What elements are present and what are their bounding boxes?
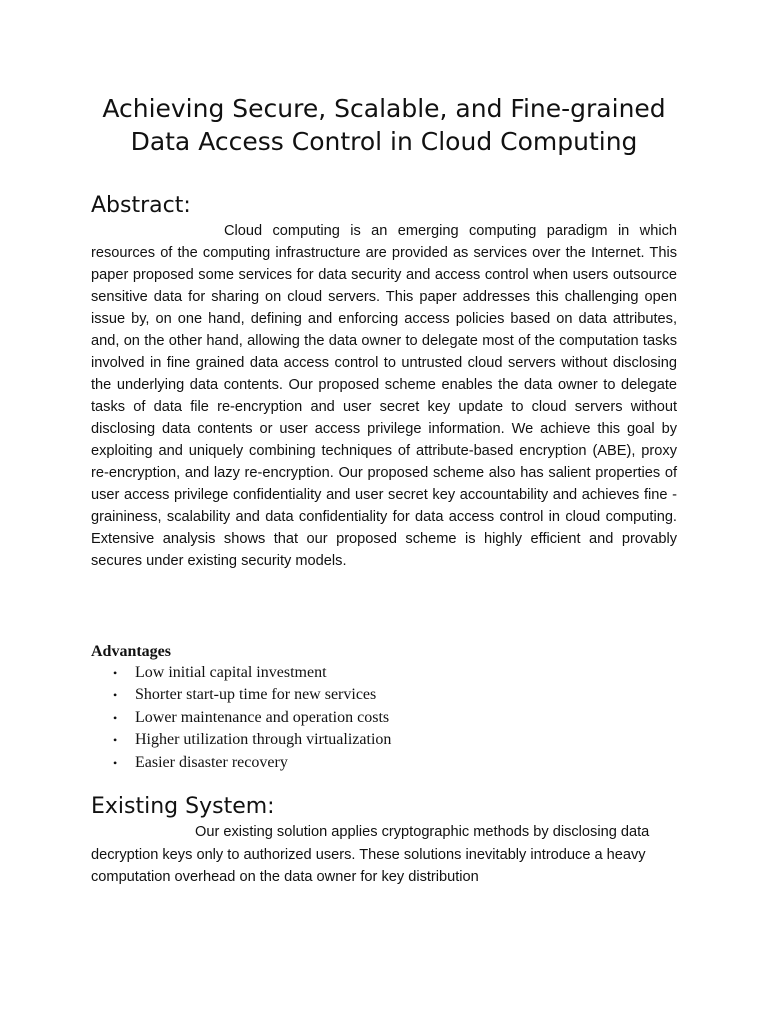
bullet-icon: • [113, 666, 118, 680]
advantages-list-item [91, 684, 671, 706]
advantages-list-item [91, 729, 671, 751]
bullet-icon: • [113, 688, 118, 703]
advantage-text: Shorter start-up time for new services [135, 686, 377, 704]
bullet-icon: • [113, 755, 118, 770]
advantages-heading: Advantages [91, 643, 172, 660]
advantages-list-item [91, 752, 671, 774]
document-title [60, 92, 708, 158]
existing-system-text: Our existing solution applies cryptographic methods by disclosing data decryption keys only to authorized users. These solutions inevitably introduce a heavy computation overhead on the data owner for key distribution [91, 824, 650, 885]
bullet-icon: • [113, 733, 118, 748]
existing-system-paragraph [91, 821, 677, 889]
bullet-icon: • [113, 710, 118, 725]
document-title-line-1: Achieving Secure, Scalable, and Fine-grained [102, 94, 666, 123]
advantages-list [91, 662, 671, 774]
advantage-text: Higher utilization through virtualization [135, 731, 392, 749]
advantage-text: Easier disaster recovery [135, 753, 288, 771]
advantage-text: Low initial capital investment [135, 664, 327, 681]
advantages-list-item [91, 707, 671, 729]
abstract-paragraph [91, 220, 677, 572]
advantage-text: Lower maintenance and operation costs [135, 708, 390, 726]
existing-system-heading: Existing System: [91, 794, 275, 819]
advantages-list-item [91, 662, 671, 684]
abstract-heading: Abstract: [91, 193, 191, 218]
document-title-line-2: Data Access Control in Cloud Computing [130, 127, 638, 156]
abstract-text: Cloud computing is an emerging computing paradigm in which resources of the computing infrastructure are provided as services over the Internet. This paper proposed some services for data security and access control when users outsource sensitive data for sharing on cloud servers. This paper addresses this challenging open issue by, on one hand, defining and enforcing access policies based on data attributes, and, on the other hand, allowing the data owner to delegate most of the computation tasks involved in fine grained data access control to untrusted cloud servers without disclosing the underlying data contents. Our proposed scheme enables the data owner to delegate tasks of data file re-encryption and user secret key update to cloud servers without disclosing data contents or user access privilege information. We achieve this goal by exploiting and uniquely combining techniques of attribute-based encryption (ABE), proxy re-encryption, and lazy re-encryption. Our proposed scheme also has salient properties of user access privilege confidentiality and user secret key accountability and achieves fine - graininess, scalability and data confidentiality for data access control in cloud computing. Extensive analysis shows that our proposed scheme is highly efficient and provably secures under existing security models. [91, 223, 677, 569]
